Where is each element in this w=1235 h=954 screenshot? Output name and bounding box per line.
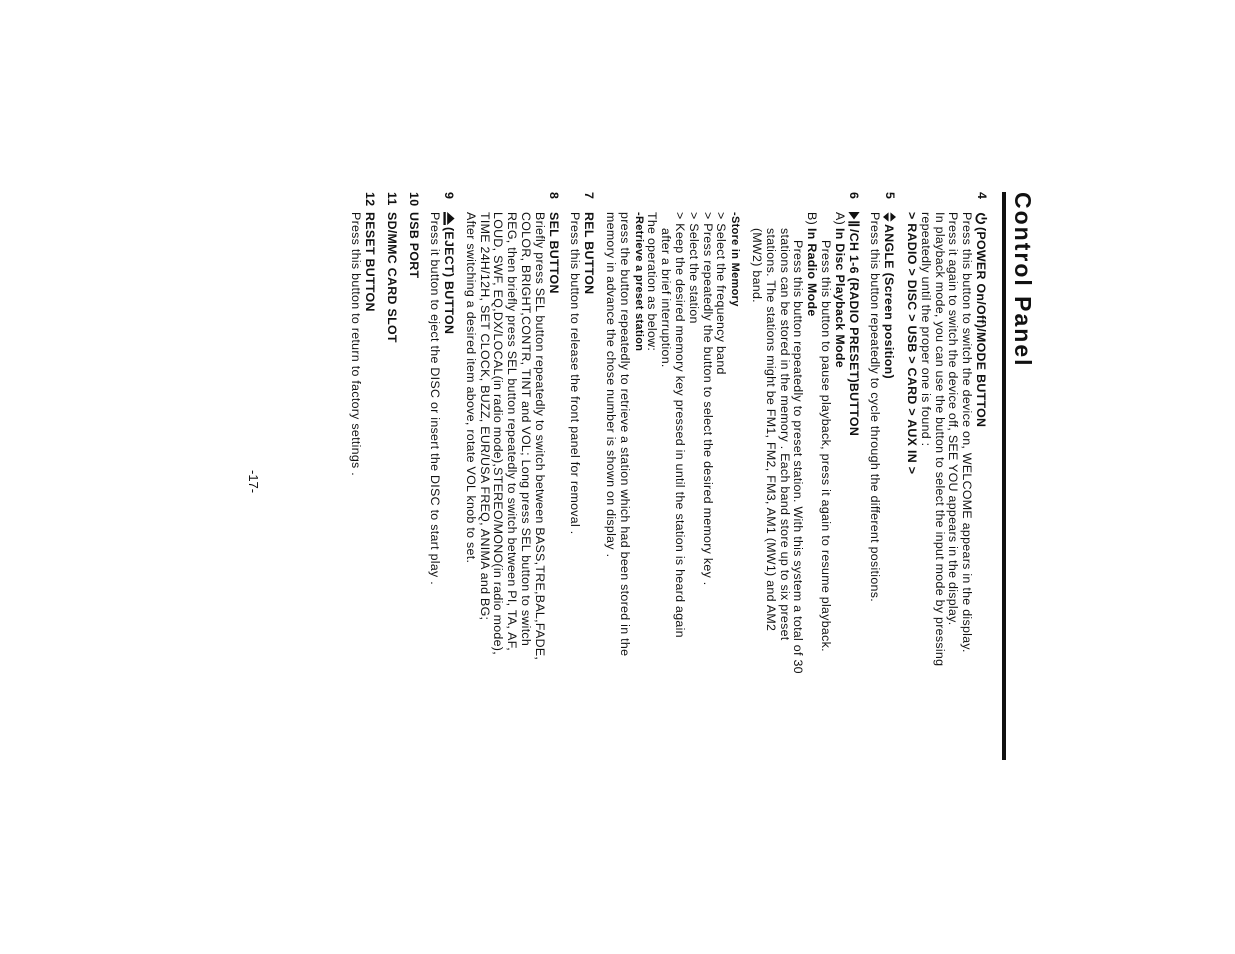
input-mode-sequence: > RADIO > DISC > USB > CARD > AUX IN > [905,212,920,475]
item-number: 5 [883,192,898,200]
eject-text: Press it button to eject the DISC or insert the DISC to start play . [428,212,443,585]
item-number: 8 [546,192,561,200]
radio-mode-heading: In Radio Mode [805,228,820,317]
item-card-slot [384,192,398,752]
item-number: 10 [406,192,421,207]
angle-heading: ANGLE (Screen position) [882,224,897,379]
eject-icon [443,212,455,225]
power-icon [975,212,988,225]
power-mode-text: Press this button to switch the device on, WELCOME appears in the display. Press it again to switch the device off, SEE YOU appears in the display. In playback mode, you can use the button to select the input mode by pressing repeatedly until the proper one is found : [918,212,975,667]
item-power-mode [904,192,988,752]
sub-label-b: B) [805,212,820,225]
item-number: 11 [384,192,399,206]
reset-text: Press this button to return to factory settings . [349,212,364,477]
sub-label-a: A) [832,212,847,225]
play-pause-icon [848,212,860,227]
play-pause-heading: /CH 1-6 (RADIO PRESET)BUTTON [846,229,861,437]
item-usb [406,192,420,752]
page-number: -17- [246,470,261,494]
item-number: 6 [846,192,861,200]
memory-instructions [603,192,741,752]
item-sel [463,192,560,752]
radio-mode-text-1: Press this button repeatedly to preset station. With this system a total of 30 [791,240,806,674]
disc-mode-heading: In Disc Playback Mode [832,228,847,368]
card-slot-heading: SD/MMC CARD SLOT [384,212,399,343]
item-number: 7 [582,192,597,200]
item-rel [568,192,596,752]
sel-text: Briefly press SEL button repeatedly to switch between BASS,TRE,BAL,FADE, COLOR, BRIGHT,CONTR, TINT and VOL; Long press SEL button to switch REG, then briefly press SEL button repeatedly to switch between PI, TA, AF, LOUD, SWF, EQ,DX/LOCAL(in radio mode),STEREO/MONO(in radio mode), TIME 24H/12H, SET CLOCK, BUZZ, EUR/USA FREQ, ANIMA and BG; After switching a desired item above, rotate VOL knob to set. [463,212,547,661]
title-rule [1002,192,1006,760]
store-memory-steps: > Select the frequency band > Press repeatedly the button to select the desired memory key . > Select the station > Keep the desired memory key pressed in until the station is heard again [673,212,729,638]
eject-heading: (EJECT) BUTTON [442,227,457,335]
page-title: Control Panel [1010,192,1036,368]
operation-note: The operation as below: [645,212,660,352]
disc-mode-text: Press this button to pause playback, press it again to resume playback. [819,240,834,652]
rel-heading: REL BUTTON [582,212,597,295]
item-play-pause [749,192,859,752]
rotated-content [196,192,1036,752]
radio-mode-text-2: stations can be stored in the memory . Each band store up to six preset stations. The stations might be FM1, FM2, FM3, AM1 (MW1) and AM2 (MW2) band. [750,228,792,641]
item-angle [868,192,897,752]
item-number: 4 [975,192,989,200]
power-mode-heading: (POWER On/Off)/MODE BUTTON [974,227,988,428]
content-body [348,192,988,752]
sel-heading: SEL BUTTON [546,212,561,294]
store-memory-heading: -Store in Memory [729,212,742,307]
item-number: 9 [442,192,457,200]
store-memory-tail: after a brief interruption. [659,228,674,368]
up-down-arrow-icon [883,212,896,222]
rel-text: Press this button to release the front panel for removal . [568,212,583,535]
usb-heading: USB PORT [406,212,421,279]
item-eject [428,192,456,752]
item-number: 12 [362,192,377,207]
retrieve-station-heading: -Retrieve a preset station [632,212,645,352]
reset-heading: RESET BUTTON [362,212,377,312]
angle-text: Press this button repeatedly to cycle through the different positions. [868,212,883,602]
retrieve-station-text: press the button repeatedly to retrieve a station which had been stored in the memory in advance the chose number is shown on display . [604,212,632,657]
item-reset [348,192,376,752]
